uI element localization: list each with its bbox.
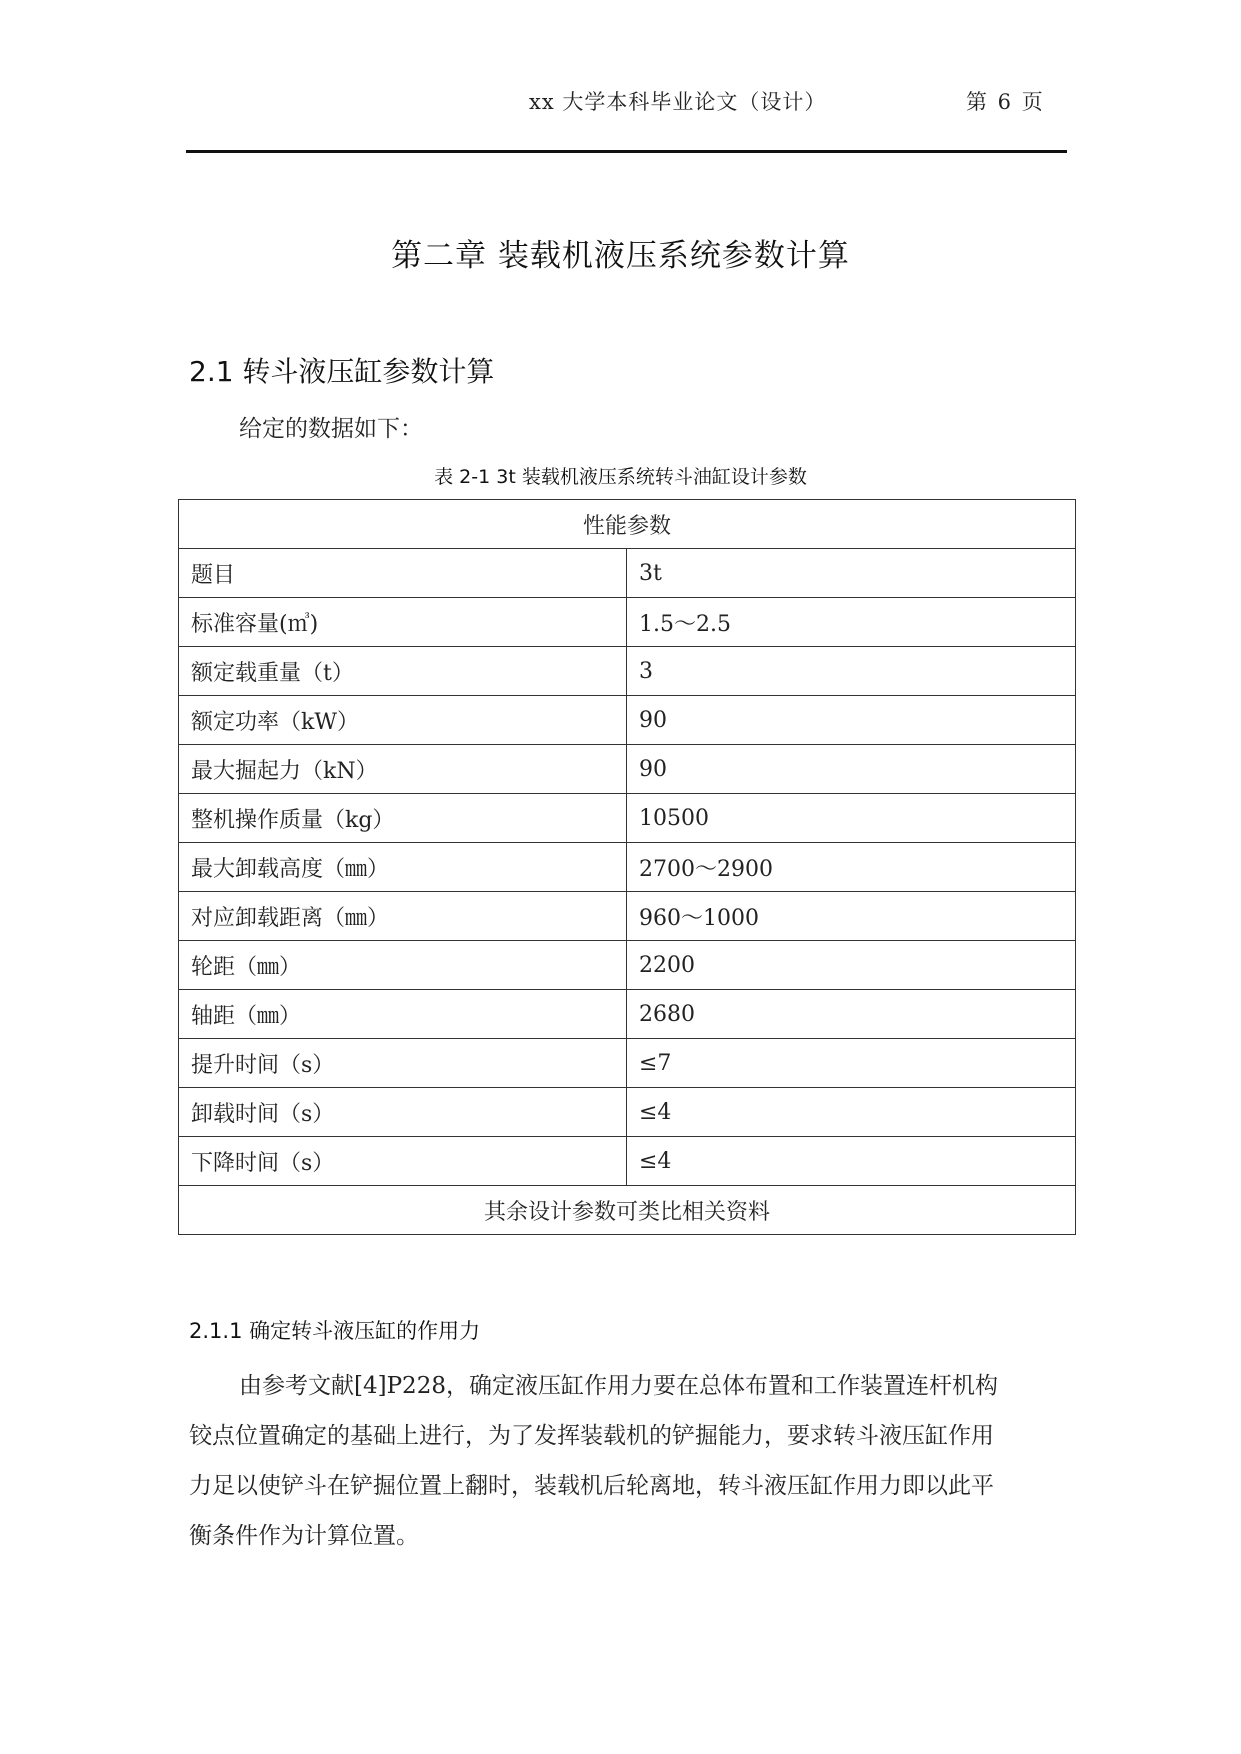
- param-value: ≤7: [627, 1039, 1076, 1088]
- table-row: [179, 990, 1076, 1039]
- table-row: [179, 794, 1076, 843]
- param-value: 1.5～2.5: [627, 598, 1076, 647]
- param-label: 整机操作质量（kg）: [179, 794, 627, 843]
- table-row: [179, 696, 1076, 745]
- param-label: 提升时间（s）: [179, 1039, 627, 1088]
- intro-text: 给定的数据如下：: [239, 416, 423, 442]
- table-row: [179, 745, 1076, 794]
- body-paragraph: [189, 1361, 1069, 1561]
- param-label: 轮距（㎜）: [179, 941, 627, 990]
- table-header-cell: 性能参数: [179, 500, 1076, 549]
- param-value: 3: [627, 647, 1076, 696]
- table-caption: 表 2-1 3t 装载机液压系统转斗油缸设计参数: [434, 466, 807, 488]
- paragraph-line: 衡条件作为计算位置。: [189, 1523, 419, 1549]
- table-footer-row: [179, 1186, 1076, 1235]
- paragraph-line: 铰点位置确定的基础上进行，为了发挥装载机的铲掘能力，要求转斗液压缸作用: [189, 1423, 994, 1449]
- param-value: ≤4: [627, 1088, 1076, 1137]
- param-value: 3t: [627, 549, 1076, 598]
- param-label: 题目: [179, 549, 627, 598]
- param-label: 额定载重量（t）: [179, 647, 627, 696]
- table-row: [179, 647, 1076, 696]
- param-label: 标准容量(㎥): [179, 598, 627, 647]
- param-value: 90: [627, 745, 1076, 794]
- param-value: 90: [627, 696, 1076, 745]
- table-row: [179, 1039, 1076, 1088]
- table-row: [179, 843, 1076, 892]
- param-value: ≤4: [627, 1137, 1076, 1186]
- header-page-number: 第 6 页: [966, 90, 1045, 114]
- table-row: [179, 598, 1076, 647]
- table-row: [179, 892, 1076, 941]
- paragraph-line: 力足以使铲斗在铲掘位置上翻时，装载机后轮离地，转斗液压缸作用力即以此平: [189, 1473, 994, 1499]
- subsection-title: 2.1.1 确定转斗液压缸的作用力: [189, 1319, 481, 1343]
- parameter-table: [178, 499, 1076, 1235]
- param-label: 下降时间（s）: [179, 1137, 627, 1186]
- section-title: 2.1 转斗液压缸参数计算: [189, 355, 495, 388]
- param-value: 2200: [627, 941, 1076, 990]
- param-value: 2700～2900: [627, 843, 1076, 892]
- header-school-title: xx 大学本科毕业论文（设计）: [529, 90, 827, 114]
- param-value: 960～1000: [627, 892, 1076, 941]
- table-footer-cell: 其余设计参数可类比相关资料: [179, 1186, 1076, 1235]
- param-label: 最大卸载高度（㎜）: [179, 843, 627, 892]
- param-label: 对应卸载距离（㎜）: [179, 892, 627, 941]
- header-divider: [186, 150, 1067, 153]
- running-header: [0, 86, 1241, 118]
- table-row: [179, 1088, 1076, 1137]
- table-row: [179, 1137, 1076, 1186]
- param-label: 额定功率（kW）: [179, 696, 627, 745]
- param-value: 10500: [627, 794, 1076, 843]
- table-row: [179, 941, 1076, 990]
- param-label: 卸载时间（s）: [179, 1088, 627, 1137]
- table-header-row: [179, 500, 1076, 549]
- param-label: 最大掘起力（kN）: [179, 745, 627, 794]
- param-label: 轴距（㎜）: [179, 990, 627, 1039]
- param-value: 2680: [627, 990, 1076, 1039]
- chapter-title: 第二章 装载机液压系统参数计算: [391, 238, 850, 274]
- paragraph-line: 由参考文献[4]P228，确定液压缸作用力要在总体布置和工作装置连杆机构: [239, 1373, 998, 1399]
- table-row: [179, 549, 1076, 598]
